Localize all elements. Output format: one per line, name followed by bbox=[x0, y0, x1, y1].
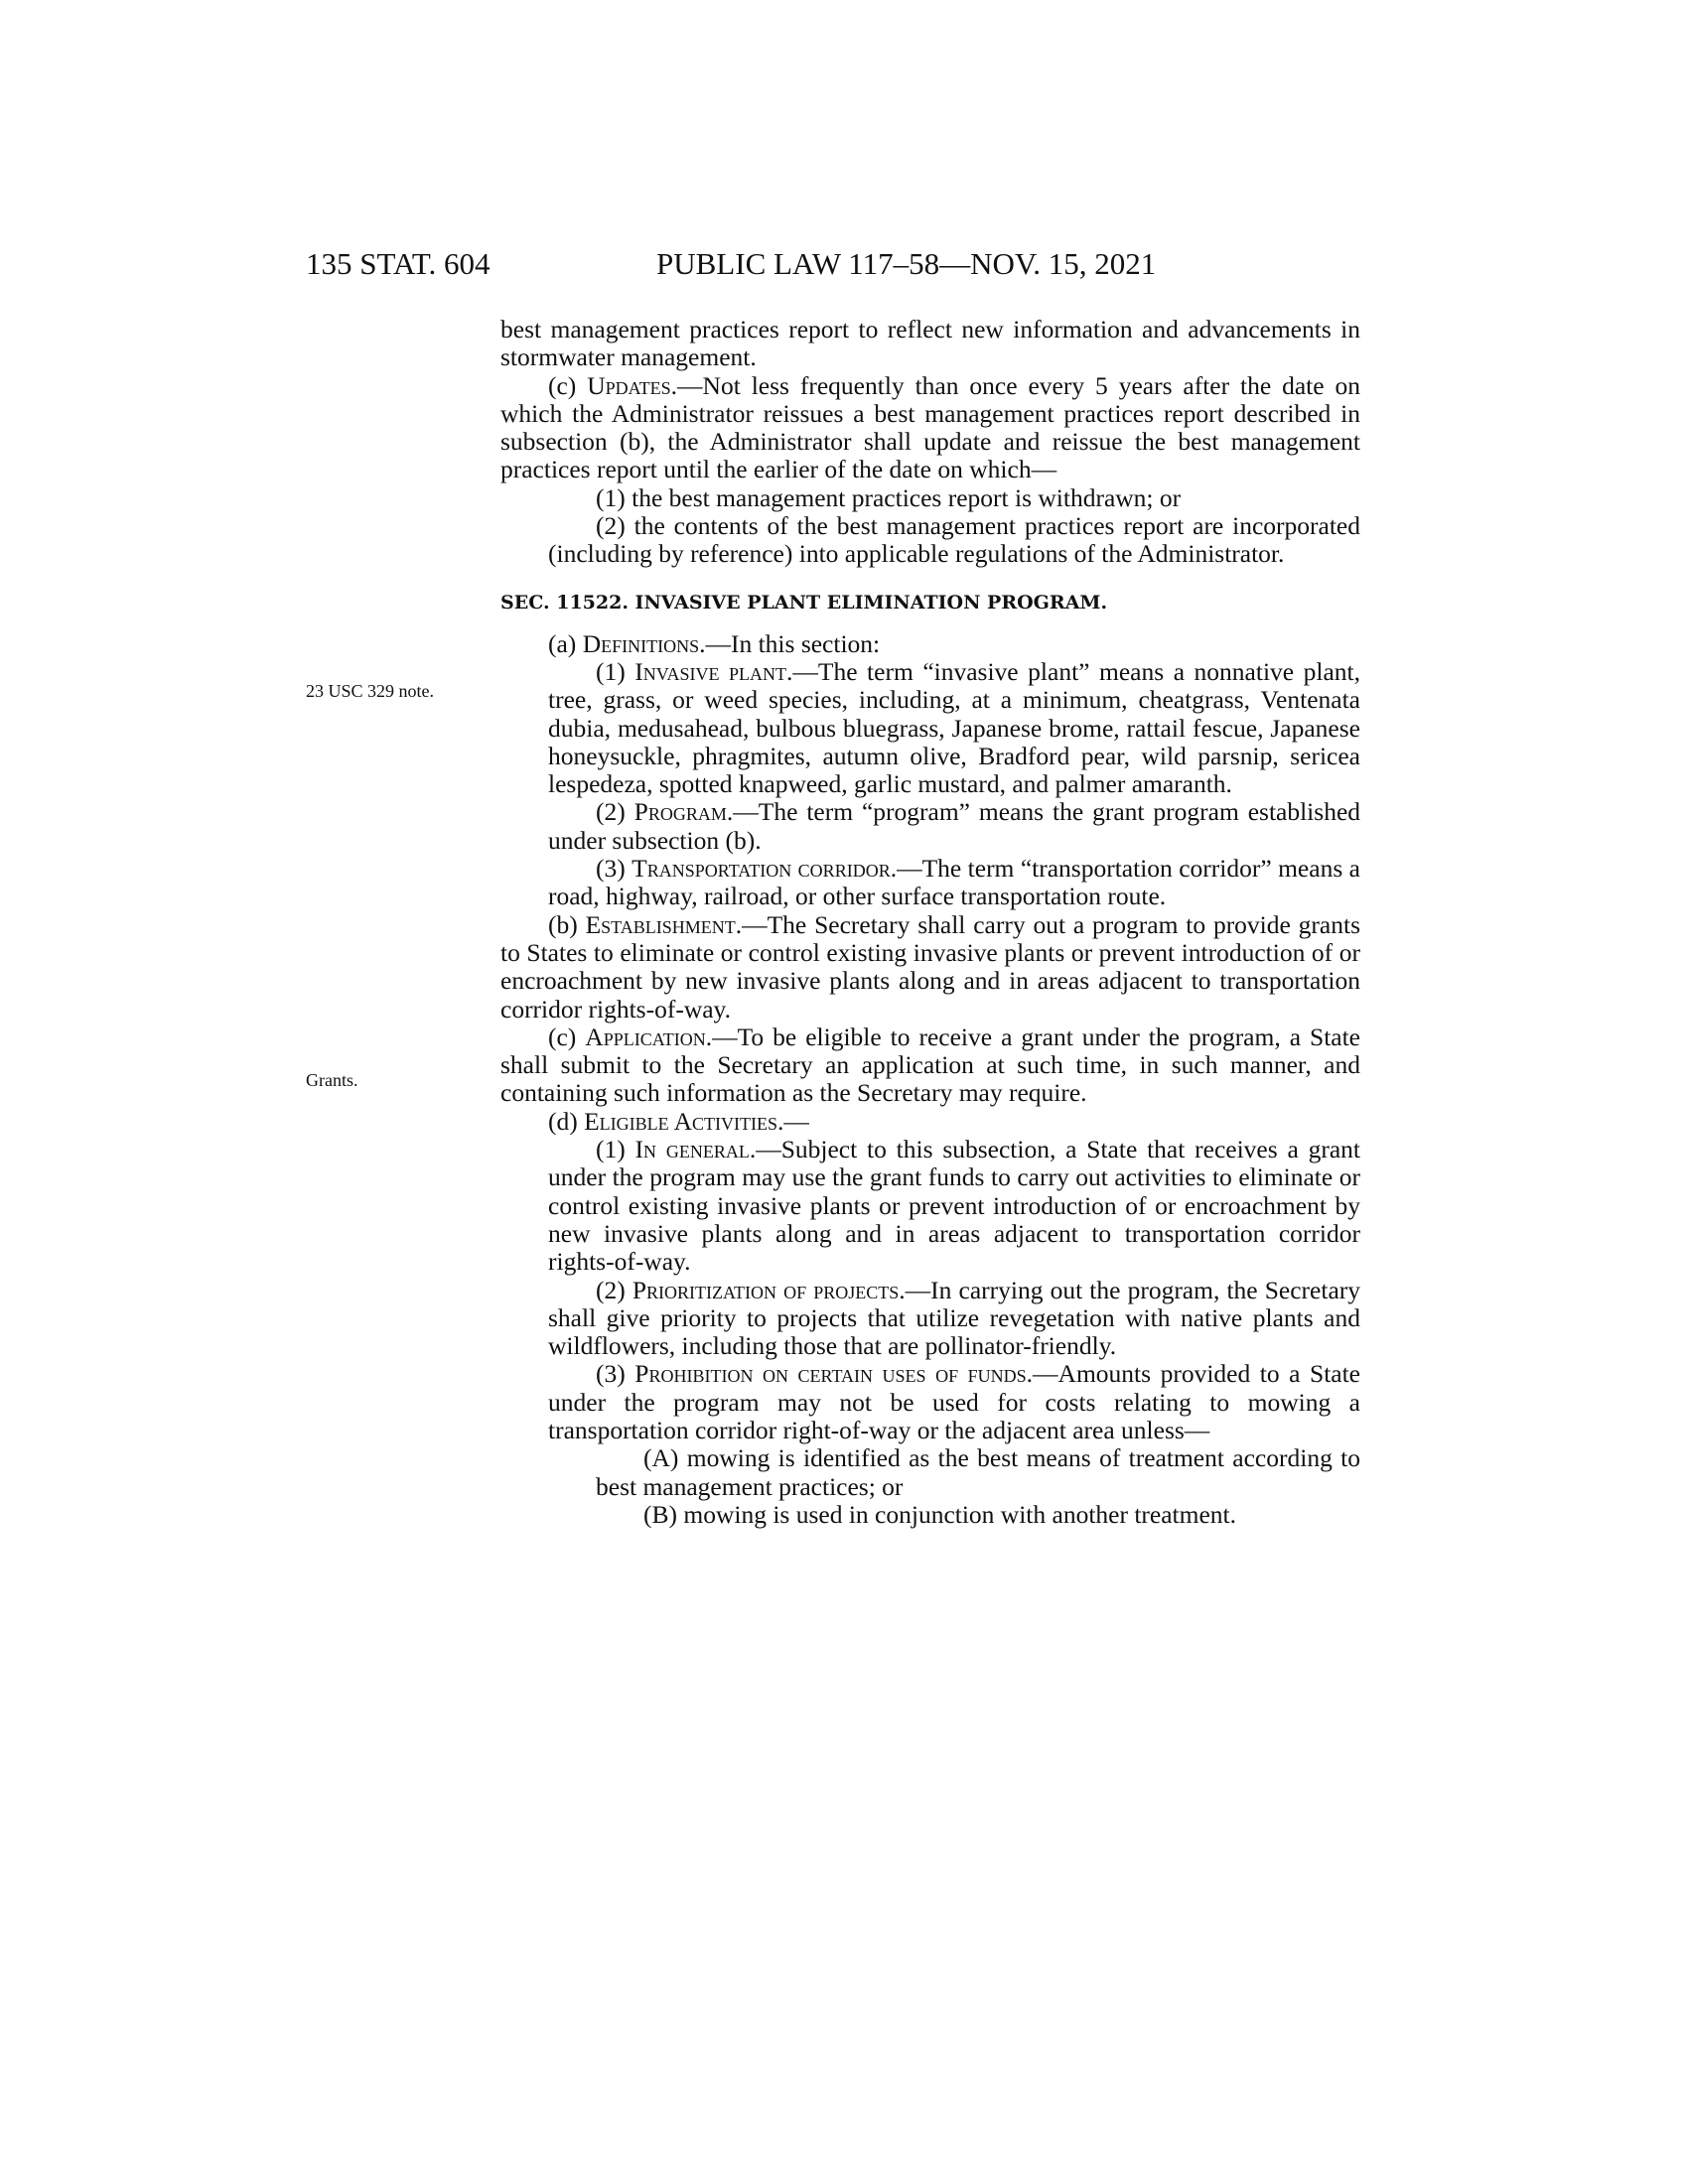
subsection-number: (d) bbox=[548, 1106, 585, 1136]
subsection-number: (b) bbox=[548, 909, 586, 939]
subparagraph-d3B: (B) mowing is used in conjunction with another treatment. bbox=[643, 1499, 1237, 1529]
subsection-text: .—In this section: bbox=[699, 628, 881, 658]
paragraph-c1: (1) the best management practices report is withdrawn; or bbox=[596, 482, 1182, 512]
subsection-d-eligible-activities bbox=[500, 1108, 1360, 1136]
subsection-heading: Eligible Activities bbox=[584, 1106, 778, 1136]
paragraph-heading: Prioritization of projects bbox=[632, 1275, 900, 1304]
paragraph-number: (2) bbox=[596, 797, 634, 827]
subsection-b-establishment bbox=[500, 911, 1360, 1024]
paragraph-text: .—The term “transportation corridor” means a road, highway, railroad, or other surface transportation route. bbox=[548, 854, 1360, 911]
page-header bbox=[0, 246, 1688, 286]
paragraph-a1-invasive-plant bbox=[500, 658, 1360, 798]
paragraph-text: .—The term “program” means the grant program established under subsection (b). bbox=[548, 797, 1361, 855]
paragraph-text: .—In carrying out the program, the Secretary shall give priority to projects that utilize revegetation with native plants and wildflowers, including those that are pollinator-friendly. bbox=[548, 1275, 1361, 1361]
paragraph-heading: Program bbox=[633, 797, 727, 827]
subsection-heading: Updates bbox=[587, 370, 671, 400]
paragraph-heading: Invasive plant bbox=[634, 656, 786, 686]
public-law-title: PUBLIC LAW 117–58—NOV. 15, 2021 bbox=[656, 246, 1157, 281]
paragraph-a2-program bbox=[500, 798, 1360, 855]
paragraph-number: (1) bbox=[596, 656, 635, 686]
subsection-a-definitions bbox=[500, 630, 1360, 658]
paragraph-text: .—The term “invasive plant” means a nonnative plant, tree, grass, or weed species, including, at a minimum, cheatgrass, Ventenata dubia, medusahead, bulbous bluegrass, Japanese brome, rattail fescue, Japanese honeysuckle, phragmites, autumn olive, Bradford pear, wild parsnip, sericea lespedeza, spotted knapweed, garlic mustard, and palmer amaranth. bbox=[548, 656, 1361, 799]
subsection-heading: Definitions bbox=[582, 628, 700, 658]
margin-note-grants: Grants. bbox=[306, 1070, 358, 1090]
subsection-number: (c) bbox=[548, 1022, 586, 1051]
subsection-text: .—To be eligible to receive a grant under the program, a State shall submit to the Secretary an application at such time, in such manner, and containing such information as the Secretary may require. bbox=[500, 1022, 1360, 1108]
subsection-number: (c) bbox=[548, 370, 588, 400]
paragraph-a3-transportation-corridor bbox=[500, 855, 1360, 911]
paragraph-d2-prioritization bbox=[500, 1277, 1360, 1361]
subparagraph-d3A: (A) mowing is identified as the best means of treatment according to best management practices; or bbox=[596, 1443, 1360, 1501]
subsection-text: .—Not less frequently than once every 5 years after the date on which the Administrator reissues a best management practices report described in subsection (b), the Administrator shall update and reissue the best management practices report until the earlier of the date on which— bbox=[500, 370, 1360, 484]
document-body bbox=[500, 316, 1360, 1529]
paragraph-text: .—Amounts provided to a State under the program may not be used for costs relating to mowing a transportation corridor right-of-way or the adjacent area unless— bbox=[548, 1359, 1361, 1444]
margin-note-usc: 23 USC 329 note. bbox=[306, 681, 435, 701]
paragraph-number: (3) bbox=[596, 1359, 635, 1389]
paragraph-heading: In general bbox=[634, 1135, 750, 1164]
paragraph-number: (1) bbox=[596, 1135, 635, 1164]
subsection-c-updates bbox=[500, 372, 1360, 484]
subsection-text: .—The Secretary shall carry out a program to provide grants to States to eliminate or control existing invasive plants or prevent introduction of or encroachment by new invasive plants along and in areas adjacent to transportation corridor rights-of-way. bbox=[500, 909, 1361, 1024]
paragraph-number: (2) bbox=[596, 1275, 633, 1304]
subsection-heading: Application bbox=[585, 1022, 706, 1051]
paragraph-text: .—Subject to this subsection, a State that receives a grant under the program may use the grant funds to carry out activities to eliminate or control existing invasive plants or prevent introduction of or encroachment by new invasive plants along and in areas adjacent to transportation corridor rights-of-way. bbox=[548, 1135, 1360, 1277]
paragraph-intro: best management practices report to reflect new information and advancements in stormwater management. bbox=[500, 315, 1360, 372]
stat-page-number: 135 STAT. 604 bbox=[306, 246, 491, 281]
section-heading: SEC. 11522. INVASIVE PLANT ELIMINATION PROGRAM. bbox=[500, 591, 1108, 614]
paragraph-d1-in-general bbox=[500, 1136, 1360, 1276]
paragraph-heading: Prohibition on certain uses of funds bbox=[634, 1359, 1027, 1389]
subsection-c-application bbox=[500, 1024, 1360, 1108]
subsection-heading: Establishment bbox=[585, 909, 736, 939]
paragraph-c2: (2) the contents of the best management practices report are incorporated (including by reference) into applicable regulations of the Administrator. bbox=[548, 511, 1360, 569]
paragraph-d3-prohibition bbox=[500, 1360, 1360, 1444]
subsection-number: (a) bbox=[548, 628, 583, 658]
subsection-text: .— bbox=[777, 1106, 809, 1136]
paragraph-heading: Transportation corridor bbox=[632, 854, 891, 884]
paragraph-number: (3) bbox=[596, 854, 633, 884]
